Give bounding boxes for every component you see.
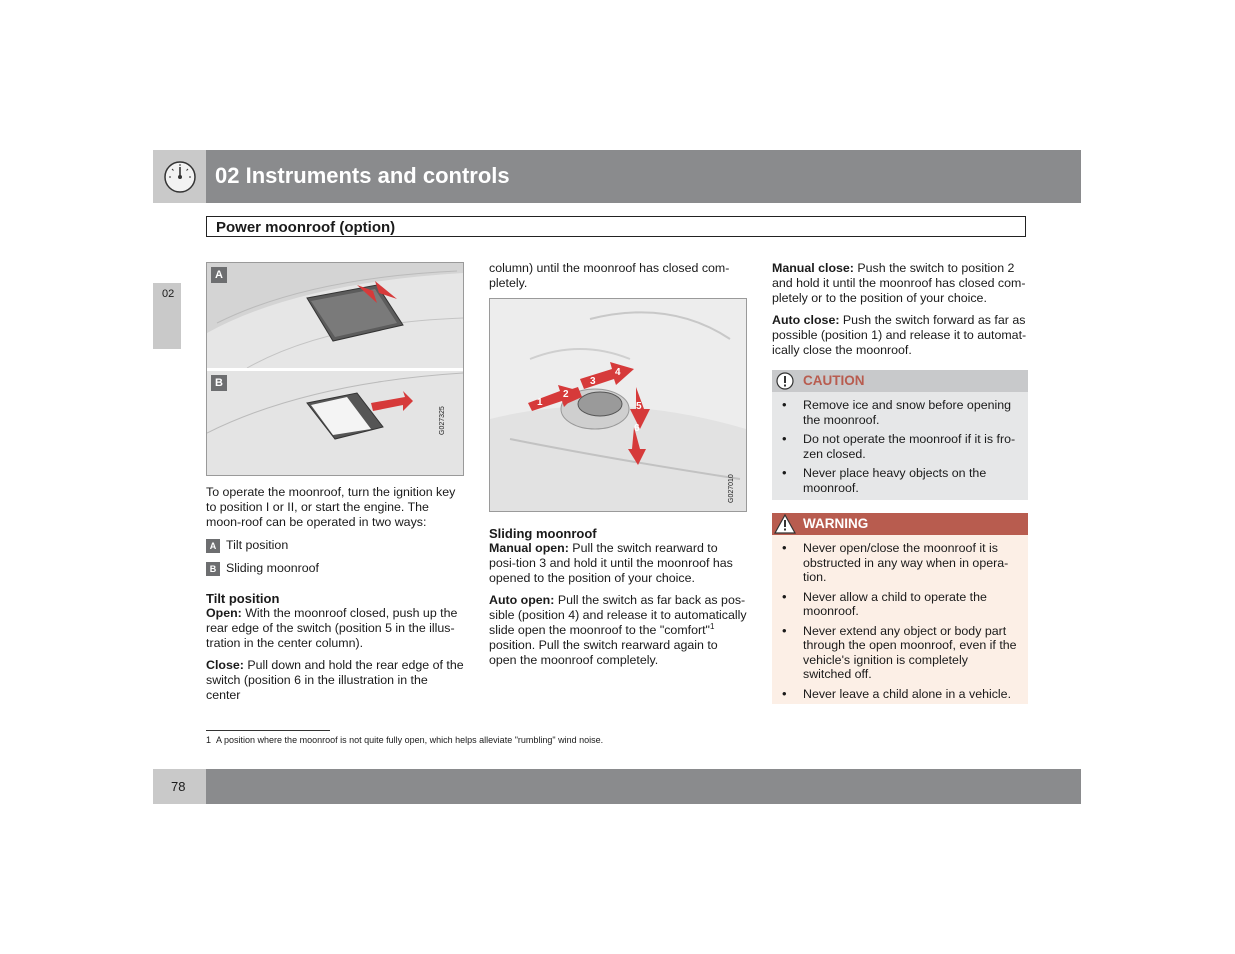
badge-a: A [206,539,220,553]
warning-item: • Never open/close the moonroof it is obstructed in any way when in opera-tion. [772,541,1017,585]
position-4-label: 4 [615,367,621,378]
footnote-ref: 1 [709,621,715,631]
auto-close-body: Push the switch forward as far as possible (position 1) and release it to automat-ically close the moonroof. [772,313,1027,357]
figure-code: G027010 [728,474,735,503]
auto-open-body-1: Pull the switch as far back as pos-sible (position 4) and release it to automatically slide open the moonroof to the "comfort" [489,593,747,637]
warning-triangle-icon [774,514,796,534]
position-5-label: 5 [636,401,642,412]
tilt-close-text [206,658,464,703]
way-a [206,538,464,553]
chapter-side-tab-label: 02 [162,288,175,300]
sliding-heading: Sliding moonroof [489,526,597,541]
figure-label-a: A [215,269,223,281]
header-icon-box [153,150,206,203]
manual-open-body: Pull the switch rearward to posi-tion 3 and hold it until the moonroof has opened to the position of your choice. [489,541,733,585]
caution-title: CAUTION [803,373,865,388]
warning-item: • Never leave a child alone in a vehicle. [772,687,1017,702]
column-2-top [489,261,747,298]
open-label: Open: [206,606,242,620]
manual-open-label: Manual open: [489,541,569,555]
warning-list [772,541,1017,701]
intro-text: To operate the moonroof, turn the ignition key to position I or II, or start the engine. The moon-roof can be operated in two ways: [206,485,456,529]
manual-close-body: Push the switch to position 2 and hold it until the moonroof has closed com-pletely or to the position of your choice. [772,261,1026,305]
switch-figure [489,298,747,512]
open-text: With the moonroof closed, push up the rear edge of the switch (position 5 in the illus-tration in the center column). [206,606,458,650]
footer-bar [206,769,1081,804]
tilt-open-text [206,606,464,651]
caution-item: • Never place heavy objects on the moonroof. [772,466,1017,495]
position-2-label: 2 [563,389,569,400]
warning-item: • Never extend any object or body part through the open moonroof, even if the vehicle's ignition is completely switched off. [772,624,1017,682]
section-title: Power moonroof (option) [216,219,396,236]
warning-body [772,535,1028,704]
auto-open-text [489,593,747,668]
gauge-icon [153,150,206,203]
auto-open-body-2: position. Pull the switch rearward again to open the moonroof completely. [489,638,718,667]
continued-text: column) until the moonroof has closed com-pletely. [489,261,730,290]
footnote-text: A position where the moonroof is not quite fully open, which helps alleviate "rumbling" wind noise. [216,735,604,745]
figure-code: G027325 [439,406,446,435]
manual-open-text [489,541,747,586]
caution-body [772,392,1028,500]
close-label: Close: [206,658,244,672]
warning-title: WARNING [803,516,869,531]
caution-header [772,370,1028,392]
tilt-heading: Tilt position [206,591,280,606]
auto-close-text [772,313,1030,358]
manual-close-text [772,261,1030,306]
footnote-rule [206,730,330,731]
moonroof-figure [206,262,464,476]
manual-close-label: Manual close: [772,261,854,275]
column-1 [206,485,464,710]
column-3 [772,261,1030,365]
position-6-label: 6 [634,423,640,434]
exclamation-icon [776,372,794,390]
caution-item: • Do not operate the moonroof if it is fro-zen closed. [772,432,1017,461]
footnote [206,735,603,745]
way-b [206,561,464,576]
footnote-number: 1 [206,735,212,745]
badge-b: B [206,562,220,576]
way-b-label: Sliding moonroof [226,561,319,575]
chapter-title: 02 Instruments and controls [215,163,510,188]
figure-label-b: B [215,377,223,389]
caution-list [772,398,1017,495]
warning-header [772,513,1028,535]
close-text: Pull down and hold the rear edge of the switch (position 6 in the illustration in the center [206,658,464,702]
position-3-label: 3 [590,376,596,387]
way-a-label: Tilt position [226,538,289,552]
moonroof-illustration [207,263,463,475]
position-1-label: 1 [537,397,543,408]
switch-illustration [490,299,746,511]
auto-close-label: Auto close: [772,313,840,327]
caution-item: • Remove ice and snow before opening the moonroof. [772,398,1017,427]
auto-open-label: Auto open: [489,593,555,607]
column-2 [489,526,747,675]
page-number: 78 [171,779,186,794]
warning-item: • Never allow a child to operate the moonroof. [772,590,1017,619]
